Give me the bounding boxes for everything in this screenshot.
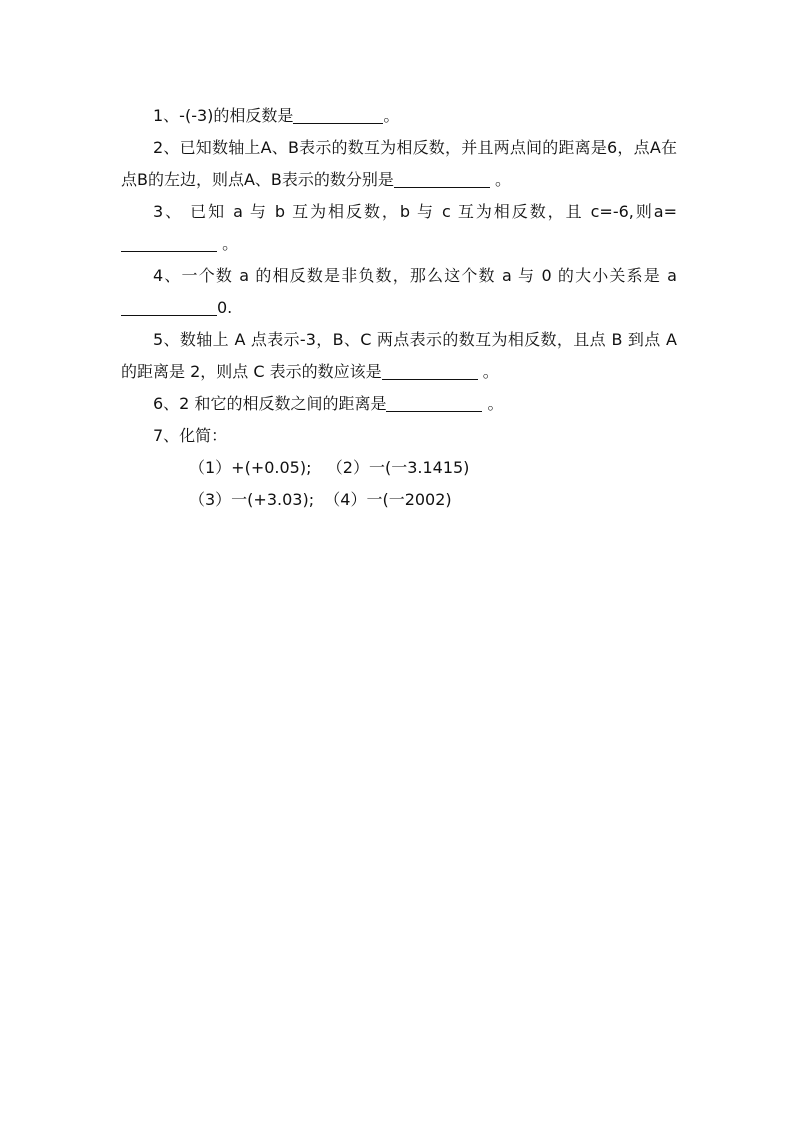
question-5-text: 5、数轴上 A 点表示-3，B、C 两点表示的数互为相反数，且点 B 到点 A 的距离是 2，则点 C 表示的数应该是 — [121, 330, 677, 381]
question-7-item-3: （3）一(+3.03); — [189, 490, 315, 509]
answer-blank-6 — [386, 393, 482, 412]
question-2-text: 2、已知数轴上A、B表示的数互为相反数，并且两点间的距离是6，点A在点B的左边，则点A、B表示的数分别是 — [121, 138, 677, 189]
question-4 — [121, 260, 677, 324]
answer-blank-5 — [382, 361, 478, 380]
worksheet — [121, 100, 677, 516]
question-6 — [121, 388, 677, 420]
question-1 — [121, 100, 677, 132]
question-5-end: 。 — [477, 362, 499, 381]
question-1-text: 1、-(-3)的相反数是 — [153, 106, 294, 125]
question-5 — [121, 324, 677, 388]
answer-blank-1 — [293, 105, 383, 124]
answer-blank-3 — [121, 233, 217, 252]
question-2-end: 。 — [489, 170, 511, 189]
question-4-text: 4、一个数 a 的相反数是非负数，那么这个数 a 与 0 的大小关系是 a — [153, 266, 677, 285]
question-4-end: 0. — [217, 298, 233, 317]
question-1-end: 。 — [383, 106, 400, 125]
answer-blank-4 — [121, 297, 217, 316]
question-2 — [121, 132, 677, 196]
answer-blank-2 — [394, 169, 490, 188]
question-7-title: 7、化简： — [153, 426, 228, 445]
question-6-text: 6、2 和它的相反数之间的距离是 — [153, 394, 387, 413]
question-3 — [121, 196, 677, 260]
question-7-row-2 — [121, 484, 677, 516]
question-7-row-1 — [121, 452, 677, 484]
question-7-item-2: （2）一(一3.1415) — [326, 458, 470, 477]
question-3-end: 。 — [217, 234, 239, 253]
question-3-text: 3、 已知 a 与 b 互为相反数，b 与 c 互为相反数，且 c=-6,则a= — [153, 202, 677, 221]
question-7-item-1: （1）+(+0.05); — [189, 458, 312, 477]
question-7-item-4: （4）一(一2002) — [324, 490, 452, 509]
question-6-end: 。 — [482, 394, 504, 413]
question-7 — [121, 420, 677, 452]
